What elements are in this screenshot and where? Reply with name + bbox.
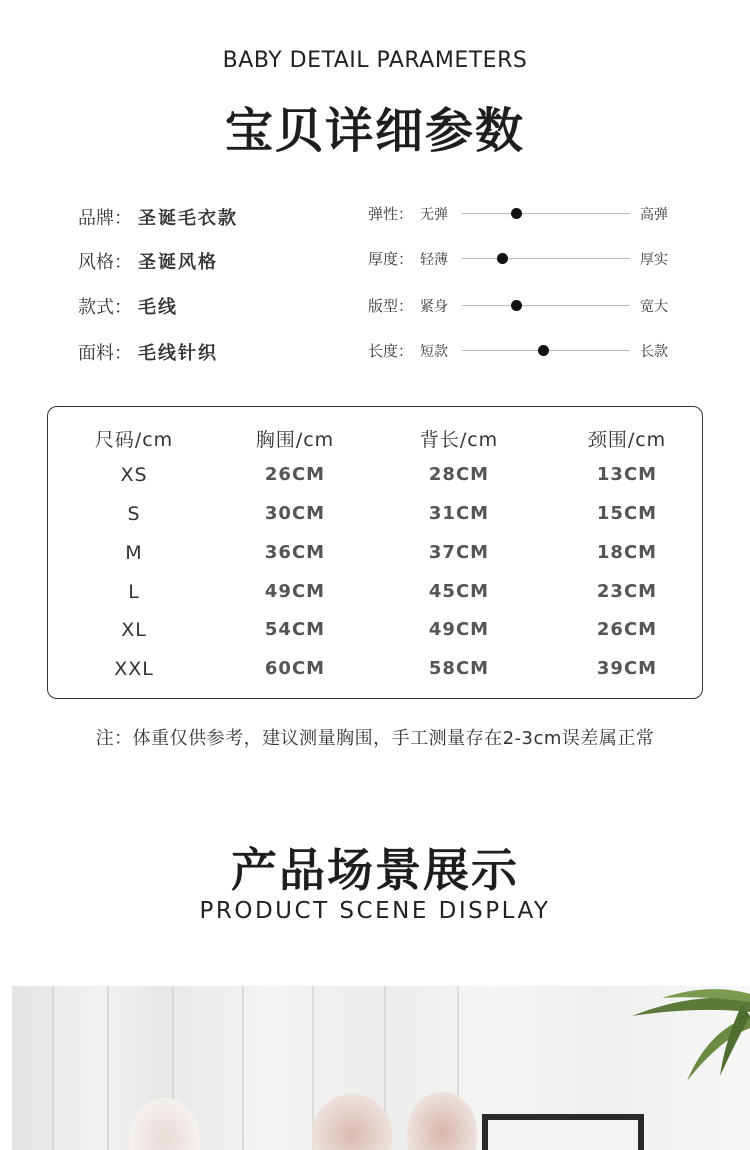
param-brand — [78, 204, 238, 230]
slider-track — [462, 305, 630, 306]
param-label: 风格： — [78, 252, 132, 273]
table-cell: M — [125, 542, 143, 564]
slider-max-label: 长款 — [640, 344, 668, 360]
param-value: 毛线针织 — [138, 343, 218, 364]
table-cell: 60CM — [264, 658, 326, 679]
size-table — [47, 406, 703, 699]
curtain-fold — [242, 986, 244, 1150]
slider-label: 长度： — [368, 342, 414, 360]
slider-elasticity — [368, 201, 678, 225]
slider-marker — [497, 253, 508, 264]
size-header-back: 背长/cm — [419, 429, 499, 451]
slider-marker — [511, 208, 522, 219]
slider-marker — [511, 300, 522, 311]
param-value: 圣诞风格 — [138, 252, 218, 273]
table-cell: 23CM — [596, 581, 658, 602]
param-style — [78, 248, 218, 274]
slider-label: 版型： — [368, 297, 414, 315]
table-cell: XL — [121, 619, 147, 641]
picture-frame — [482, 1114, 644, 1150]
slider-max-label: 宽大 — [640, 299, 668, 315]
table-cell: 54CM — [264, 619, 326, 640]
table-cell: 49CM — [428, 619, 490, 640]
param-label: 款式： — [78, 297, 132, 318]
table-cell: 45CM — [428, 581, 490, 602]
size-header-chest: 胸围/cm — [255, 429, 335, 451]
measurement-note: 注：体重仅供参考，建议测量胸围，手工测量存在2-3cm误差属正常 — [95, 728, 655, 749]
slider-marker — [538, 345, 549, 356]
slider-min-label: 紧身 — [420, 299, 448, 315]
size-header-size: 尺码/cm — [94, 429, 174, 451]
scene-title-cn: 产品场景展示 — [231, 843, 519, 897]
table-cell: 49CM — [264, 581, 326, 602]
table-cell: 15CM — [596, 503, 658, 524]
table-cell: 18CM — [596, 542, 658, 563]
table-cell: 39CM — [596, 658, 658, 679]
table-cell: S — [127, 503, 141, 525]
table-cell: 26CM — [264, 464, 326, 485]
pet-ear-middle — [312, 1094, 392, 1150]
detail-title-en: BABY DETAIL PARAMETERS — [222, 48, 528, 73]
slider-min-label: 短款 — [420, 344, 448, 360]
param-fabric — [78, 339, 218, 365]
curtain-fold — [107, 986, 109, 1150]
param-type — [78, 293, 178, 319]
pet-ear-right — [407, 1092, 477, 1150]
param-label: 品牌： — [78, 208, 132, 229]
table-cell: XS — [120, 464, 148, 486]
scene-title-en: PRODUCT SCENE DISPLAY — [199, 898, 551, 924]
param-value: 毛线 — [138, 297, 178, 318]
table-cell: 30CM — [264, 503, 326, 524]
param-label: 面料： — [78, 343, 132, 364]
slider-track — [462, 213, 630, 214]
table-cell: 13CM — [596, 464, 658, 485]
slider-max-label: 高弹 — [640, 207, 668, 223]
scene-photo — [12, 986, 750, 1150]
table-cell: 58CM — [428, 658, 490, 679]
slider-max-label: 厚实 — [640, 252, 668, 268]
table-cell: 28CM — [428, 464, 490, 485]
slider-label: 厚度： — [368, 250, 414, 268]
slider-fit — [368, 293, 678, 317]
slider-thickness — [368, 246, 678, 270]
size-header-neck: 颈围/cm — [587, 429, 667, 451]
table-cell: XXL — [114, 658, 154, 680]
slider-label: 弹性： — [368, 205, 414, 223]
pet-ear-left — [130, 1098, 200, 1150]
table-cell: 31CM — [428, 503, 490, 524]
slider-length — [368, 338, 678, 362]
slider-min-label: 轻薄 — [420, 252, 448, 268]
detail-title-cn: 宝贝详细参数 — [224, 103, 525, 159]
table-cell: L — [128, 581, 140, 603]
slider-track — [462, 258, 630, 259]
plant-leaves-icon — [592, 986, 750, 1096]
table-cell: 37CM — [428, 542, 490, 563]
table-cell: 26CM — [596, 619, 658, 640]
curtain-fold — [52, 986, 54, 1150]
table-cell: 36CM — [264, 542, 326, 563]
param-value: 圣诞毛衣款 — [138, 208, 238, 229]
slider-min-label: 无弹 — [420, 207, 448, 223]
